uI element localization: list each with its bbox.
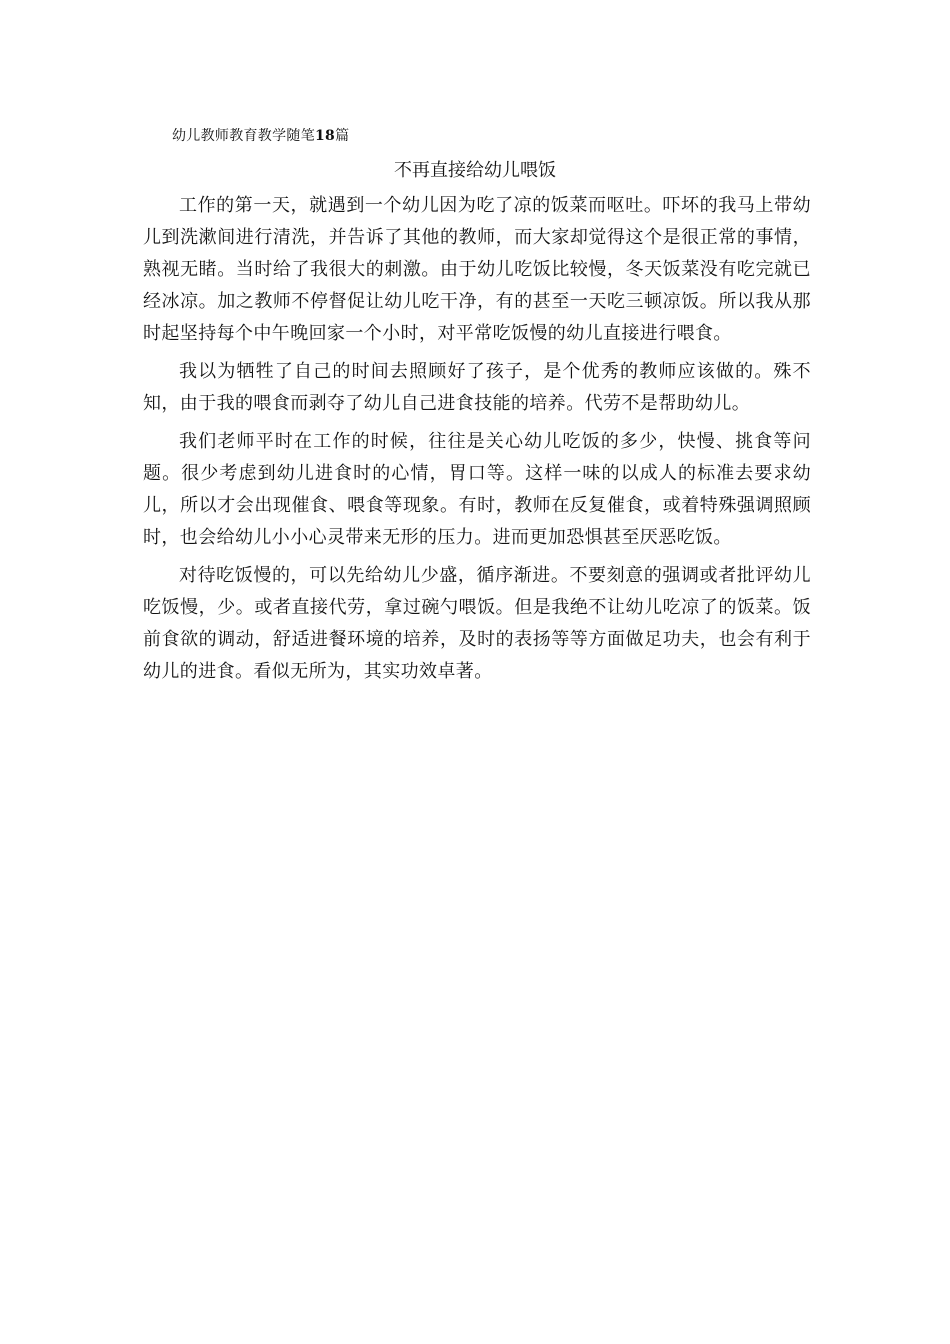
document-title: 不再直接给幼儿喂饭 bbox=[394, 160, 556, 181]
header-prefix: 幼儿教师教育教学随笔 bbox=[172, 128, 315, 144]
paragraph-2: 我以为牺牲了自己的时间去照顾好了孩子，是个优秀的教师应该做的。殊不知，由于我的喂食而剥夺了幼儿自己进食技能的培养。代劳不是帮助幼儿。 bbox=[143, 361, 811, 414]
paragraph-4: 对待吃饭慢的，可以先给幼儿少盛，循序渐进。不要刻意的强调或者批评幼儿吃饭慢，少。或者直接代劳，拿过碗勺喂饭。但是我绝不让幼儿吃凉了的饭菜。饭前食欲的调动，舒适进餐环境的培养，及时的表扬等等方面做足功夫，也会有利于幼儿的进食。看似无所为，其实功效卓著。 bbox=[143, 565, 811, 682]
document-header bbox=[172, 127, 349, 145]
header-number: 18 bbox=[315, 128, 336, 144]
header-suffix: 篇 bbox=[335, 128, 350, 144]
paragraph-1: 工作的第一天，就遇到一个幼儿因为吃了凉的饭菜而呕吐。吓坏的我马上带幼儿到洗漱间进行清洗，并告诉了其他的教师，而大家却觉得这个是很正常的事情，熟视无睹。当时给了我很大的刺激。由于幼儿吃饭比较慢，冬天饭菜没有吃完就已经冰凉。加之教师不停督促让幼儿吃干净，有的甚至一天吃三顿凉饭。所以我从那时起坚持每个中午晚回家一个小时，对平常吃饭慢的幼儿直接进行喂食。 bbox=[143, 195, 811, 344]
paragraph-3: 我们老师平时在工作的时候，往往是关心幼儿吃饭的多少，快慢、挑食等问题。很少考虑到幼儿进食时的心情，胃口等。这样一味的以成人的标准去要求幼儿，所以才会出现催食、喂食等现象。有时，教师在反复催食，或着特殊强调照顾时，也会给幼儿小小心灵带来无形的压力。进而更加恐惧甚至厌恶吃饭。 bbox=[143, 431, 811, 548]
document-body bbox=[143, 190, 811, 694]
